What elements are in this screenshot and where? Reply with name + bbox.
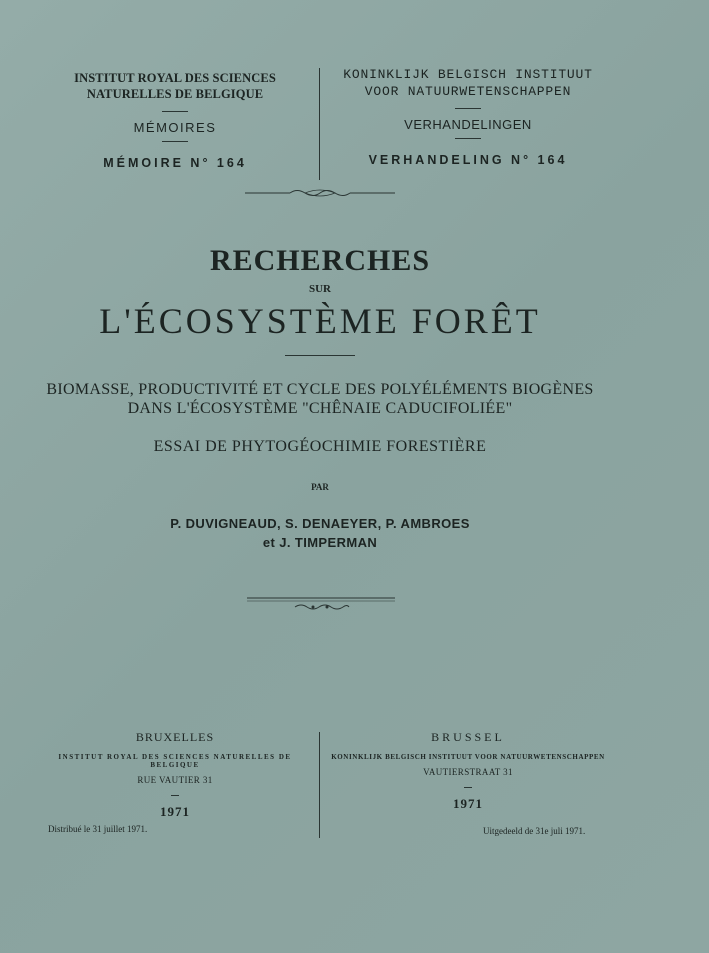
distribution-date-fr: Distribué le 31 juillet 1971. <box>48 824 148 834</box>
street-fr: RUE VAUTIER 31 <box>137 775 213 785</box>
authors-block <box>40 514 600 552</box>
by-label: PAR <box>311 482 329 492</box>
street-nl: VAUTIERSTRAAT 31 <box>423 767 513 777</box>
publisher-fr: INSTITUT ROYAL DES SCIENCES NATURELLES DE BELGIQUE <box>58 753 292 769</box>
institute-name-nl-line2: VOOR NATUURWETENSCHAPPEN <box>364 84 572 99</box>
institute-name-nl-line1: KONINKLIJK BELGISCH INSTITUUT <box>343 67 593 82</box>
title-line1: RECHERCHES <box>209 244 431 277</box>
header-right-column <box>328 66 608 167</box>
footer-right-column <box>328 730 608 812</box>
city-nl: BRUSSEL <box>431 730 505 744</box>
subtitle-line1: BIOMASSE, PRODUCTIVITÉ ET CYCLE DES POLYÉLÉMENTS BIOGÈNES <box>46 381 594 398</box>
series-name-fr: MÉMOIRES <box>133 120 217 135</box>
title-line2: L'ÉCOSYSTÈME FORÊT <box>99 301 541 341</box>
ornament-top-icon <box>245 187 395 199</box>
divider <box>162 111 188 112</box>
authors-line1: P. DUVIGNEAUD, S. DENAEYER, P. AMBROES <box>170 516 470 531</box>
memoir-number-fr: MÉMOIRE N° 164 <box>103 156 247 170</box>
institute-name-fr: INSTITUT ROYAL DES SCIENCES NATURELLES DE BELGIQUE <box>74 71 276 101</box>
authors-line2: et J. TIMPERMAN <box>262 535 378 550</box>
divider <box>455 108 481 109</box>
subtitle-block <box>30 380 610 418</box>
subtitle-line2: DANS L'ÉCOSYSTÈME "CHÊNAIE CADUCIFOLIÉE" <box>127 400 513 417</box>
divider <box>171 795 179 796</box>
title-divider <box>285 355 355 356</box>
ornament-middle-icon <box>247 596 395 614</box>
footer-left-column <box>40 730 310 820</box>
footer-vertical-divider <box>319 732 320 838</box>
city-fr: BRUXELLES <box>135 730 215 744</box>
divider <box>464 787 472 788</box>
year-nl: 1971 <box>453 796 483 811</box>
header-vertical-divider <box>319 68 320 180</box>
publisher-nl: KONINKLIJK BELGISCH INSTITUUT VOOR NATUURWETENSCHAPPEN <box>331 753 605 761</box>
header-left-column <box>40 70 310 170</box>
subtitle-line3: ESSAI DE PHYTOGÉOCHIMIE FORESTIÈRE <box>153 438 487 455</box>
memoir-number-nl: VERHANDELING N° 164 <box>368 153 568 167</box>
divider <box>162 141 188 142</box>
year-fr: 1971 <box>160 804 190 819</box>
series-name-nl: VERHANDELINGEN <box>404 117 532 132</box>
distribution-date-nl: Uitgedeeld de 31e juli 1971. <box>483 826 586 836</box>
title-sur: SUR <box>308 283 331 295</box>
divider <box>455 138 481 139</box>
